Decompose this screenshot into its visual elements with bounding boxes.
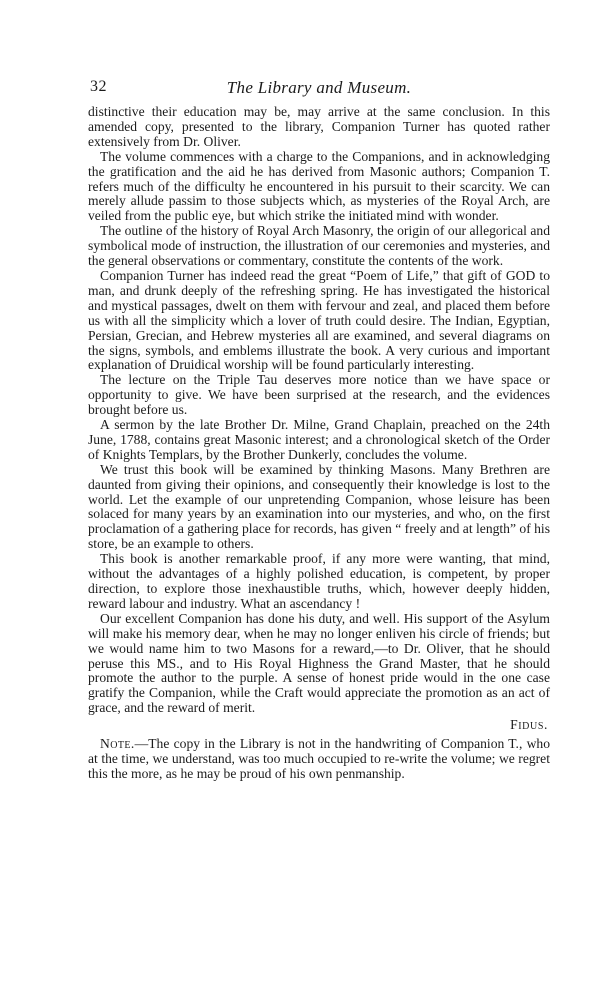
paragraph-outline: The outline of the history of Royal Arch Masonry, the origin of our allegorical and symbolical mode of instruction, the illustration of our ceremonies and mysteries, and the general observations or commentary, constitute the contents of the work. — [88, 223, 550, 269]
author-signature: Fidus. — [510, 717, 548, 733]
paragraph-triple-tau: The lecture on the Triple Tau deserves more notice than we have space or opportunity to give. We have been surprised at the research, and the evidences brought before us. — [88, 372, 550, 418]
paragraph-thinking-masons: We trust this book will be examined by thinking Masons. Many Brethren are daunted from giving their opinions, and consequently their knowledge is lost to the world. Let the example of our unpretending Companion, whose leisure has been solaced for many years by an examination into our mysteries, and who, on the first proclamation of a gathering place for records, has given “ freely and at length” of his store, be an example to others. — [88, 461, 551, 552]
paragraph-excellent-companion: Our excellent Companion has done his duty, and well. His support of the Asylum will make his memory dear, when he may no longer enliven his circle of friends; but we would name him to two Masons for a reward,—to Dr. Oliver, that he should peruse this MS., and to His Royal Highness the Grand Master, that he should promote the author to the purple. A sense of honest pride would in the one case gratify the Companion, while the Craft would appreciate the promotion as an act of grace, and the reward of merit. — [88, 610, 550, 716]
page-number: 32 — [90, 78, 107, 95]
footnote — [88, 737, 550, 782]
paragraph-continuation: distinctive their education may be, may arrive at the same conclusion. In this amended copy, presented to the library, Companion Turner has quoted rather extensively from Dr. Oliver. — [88, 104, 550, 149]
note-text: —The copy in the Library is not in the handwriting of Companion T., who at the time, we understand, was too much occupied to re-write the volume; we regret this the more, as he may be proud of his own penmanship. — [88, 736, 550, 781]
running-head — [88, 78, 550, 100]
running-title: The Library and Museum. — [226, 78, 412, 97]
paragraph-volume-contents: The volume commences with a charge to the Companions, and in acknowledging the gratification and the aid he has derived from Masonic authors; Companion T. refers much of the difficulty he encountered in his pursuit to their scarcity. We can merely allude passim to those subjects which, as mysteries of the Royal Arch, are veiled from the public eye, but which strike the initiated mind with wonder. — [88, 148, 550, 224]
page — [88, 78, 550, 782]
note-label: Note. — [100, 736, 135, 752]
paragraph-sermon: A sermon by the late Brother Dr. Milne, Grand Chaplain, preached on the 24th June, 1788, contains great Masonic interest; and a chronological sketch of the Order of Knights Templars, by the Brother Dunkerly, concludes the volume. — [88, 417, 550, 462]
paragraph-poem-of-life: Companion Turner has indeed read the great “Poem of Life,” that gift of GOD to man, and drunk deeply of the refreshing spring. He has investigated the historical and mystical passages, dwelt on them with fervour and zeal, and placed them before us with all the simplicity which a lover of truth could desire. The Indian, Egyptian, Persian, Grecian, and Hebrew mysteries all are examined, and several diagrams on the signs, symbols, and emblems illustrate the book. A very curious and important explanation of Druidical worship will be found particularly interesting. — [88, 267, 550, 373]
article-body — [88, 105, 550, 782]
paragraph-remarkable-proof: This book is another remarkable proof, if any more were wanting, that mind, without the advantages of a highly polished education, is competent, by proper direction, to explore those inexhaustible truths, which, however deeply hidden, reward labour and industry. What an ascendancy ! — [88, 551, 550, 611]
